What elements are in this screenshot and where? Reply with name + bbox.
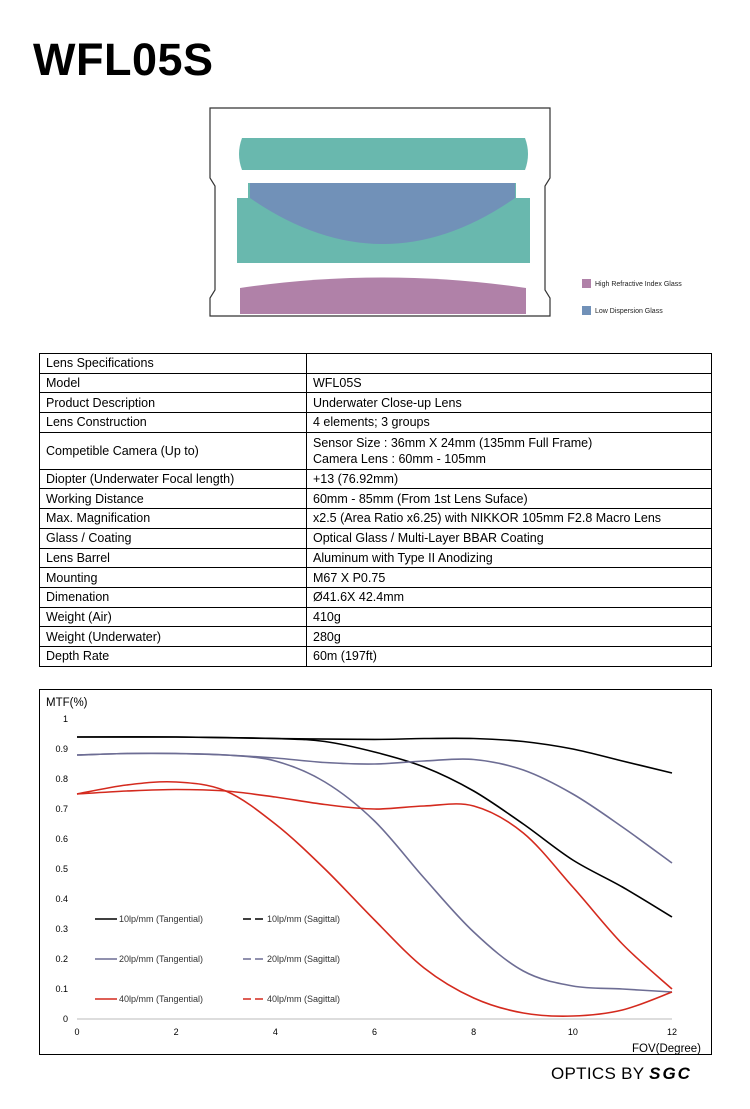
x-tick-label: 12 bbox=[666, 1027, 678, 1037]
y-tick-label: 1 bbox=[62, 714, 68, 724]
chart-legend bbox=[95, 914, 340, 1004]
mtf-series-line bbox=[77, 753, 672, 863]
x-tick-label: 6 bbox=[371, 1027, 378, 1037]
legend-label: 20lp/mm (Tangential) bbox=[119, 954, 204, 964]
spec-row bbox=[40, 587, 712, 607]
spec-header-row bbox=[40, 354, 712, 374]
spec-row bbox=[40, 627, 712, 647]
spec-value: Optical Glass / Multi-Layer BBAR Coating bbox=[307, 528, 712, 548]
page-title: WFL05S bbox=[33, 34, 214, 85]
x-tick-label: 4 bbox=[272, 1027, 278, 1037]
legend-label: 40lp/mm (Tangential) bbox=[119, 994, 204, 1004]
spec-value bbox=[307, 432, 712, 469]
spec-value: 280g bbox=[307, 627, 712, 647]
spec-value-line: Sensor Size : 36mm X 24mm (135mm Full Frame) bbox=[313, 435, 593, 450]
mtf-chart-svg bbox=[40, 690, 713, 1056]
legend-label: 10lp/mm (Sagittal) bbox=[267, 914, 341, 924]
spec-value: Ø41.6X 42.4mm bbox=[307, 587, 712, 607]
x-tick-label: 8 bbox=[471, 1027, 477, 1037]
element-4-pink bbox=[240, 278, 526, 315]
brand-footer bbox=[551, 1064, 692, 1084]
spec-header: Lens Specifications bbox=[40, 354, 307, 374]
y-tick-label: 0.7 bbox=[55, 804, 68, 814]
spec-table bbox=[39, 353, 712, 667]
legend-swatch-low-dispersion bbox=[582, 306, 591, 315]
spec-label: Working Distance bbox=[40, 489, 307, 509]
spec-label: Glass / Coating bbox=[40, 528, 307, 548]
spec-label: Lens Barrel bbox=[40, 548, 307, 568]
spec-label: Lens Construction bbox=[40, 413, 307, 433]
spec-label: Product Description bbox=[40, 393, 307, 413]
y-tick-label: 0.4 bbox=[55, 894, 68, 904]
spec-value: M67 X P0.75 bbox=[307, 568, 712, 588]
y-tick-label: 0.1 bbox=[55, 984, 68, 994]
legend-label: 20lp/mm (Sagittal) bbox=[267, 954, 341, 964]
spec-row bbox=[40, 509, 712, 529]
legend-label: 10lp/mm (Tangential) bbox=[119, 914, 204, 924]
spec-label: Mounting bbox=[40, 568, 307, 588]
spec-value: 4 elements; 3 groups bbox=[307, 413, 712, 433]
x-tick-label: 2 bbox=[173, 1027, 179, 1037]
spec-row bbox=[40, 568, 712, 588]
spec-value: Underwater Close-up Lens bbox=[307, 393, 712, 413]
spec-header-empty bbox=[307, 354, 712, 374]
spec-row bbox=[40, 489, 712, 509]
spec-value: 60mm - 85mm (From 1st Lens Suface) bbox=[307, 489, 712, 509]
spec-row bbox=[40, 393, 712, 413]
spec-label: Weight (Underwater) bbox=[40, 627, 307, 647]
y-tick-label: 0.6 bbox=[55, 834, 68, 844]
spec-label: Weight (Air) bbox=[40, 607, 307, 627]
x-axis-label: FOV(Degree) bbox=[632, 1043, 702, 1055]
legend-swatch-high-refractive bbox=[582, 279, 591, 288]
lens-diagram bbox=[0, 0, 750, 340]
y-tick-label: 0.3 bbox=[55, 924, 68, 934]
legend-low-dispersion: Low Dispersion Glass bbox=[595, 308, 663, 315]
brand-text: OPTICS BY bbox=[551, 1064, 645, 1083]
spec-value: x2.5 (Area Ratio x6.25) with NIKKOR 105mm F2.8 Macro Lens bbox=[307, 509, 712, 529]
spec-label: Diopter (Underwater Focal length) bbox=[40, 469, 307, 489]
y-tick-label: 0.9 bbox=[55, 744, 68, 754]
y-tick-label: 0.2 bbox=[55, 954, 68, 964]
spec-value: WFL05S bbox=[307, 373, 712, 393]
element-1-teal bbox=[239, 138, 528, 170]
spec-value: Aluminum with Type II Anodizing bbox=[307, 548, 712, 568]
spec-value-line: Camera Lens : 60mm - 105mm bbox=[313, 451, 486, 466]
mtf-curves bbox=[77, 737, 672, 1016]
spec-value: 410g bbox=[307, 607, 712, 627]
spec-row bbox=[40, 528, 712, 548]
spec-label: Max. Magnification bbox=[40, 509, 307, 529]
x-tick-label: 10 bbox=[567, 1027, 578, 1037]
legend-high-refractive: High Refractive Index Glass bbox=[595, 281, 682, 288]
spec-row bbox=[40, 469, 712, 489]
y-tick-label: 0.8 bbox=[55, 774, 68, 784]
x-tick-label: 0 bbox=[74, 1027, 80, 1037]
spec-label: Dimenation bbox=[40, 587, 307, 607]
brand-logo: SGC bbox=[649, 1064, 692, 1083]
spec-row bbox=[40, 432, 712, 469]
spec-value: 60m (197ft) bbox=[307, 646, 712, 666]
tick-labels bbox=[55, 714, 677, 1037]
y-tick-label: 0 bbox=[62, 1014, 68, 1024]
mtf-chart bbox=[39, 689, 712, 1055]
spec-row bbox=[40, 548, 712, 568]
mtf-series-line bbox=[77, 737, 672, 773]
spec-row bbox=[40, 607, 712, 627]
spec-row bbox=[40, 646, 712, 666]
spec-label: Competible Camera (Up to) bbox=[40, 432, 307, 469]
y-tick-label: 0.5 bbox=[55, 864, 68, 874]
legend-label: 40lp/mm (Sagittal) bbox=[267, 994, 341, 1004]
spec-label: Depth Rate bbox=[40, 646, 307, 666]
y-axis-label: MTF(%) bbox=[46, 697, 88, 709]
spec-label: Model bbox=[40, 373, 307, 393]
spec-row bbox=[40, 413, 712, 433]
spec-value: +13 (76.92mm) bbox=[307, 469, 712, 489]
spec-row bbox=[40, 373, 712, 393]
